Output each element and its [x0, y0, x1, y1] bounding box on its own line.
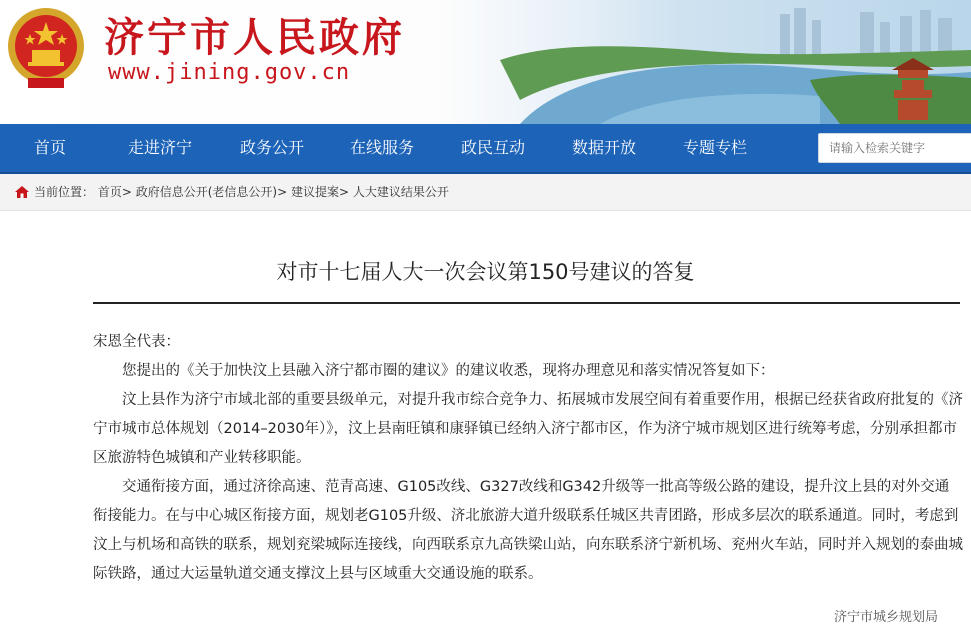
article-paragraph: 汶上县作为济宁市域北部的重要县级单元，对提升我市综合竞争力、拓展城市发展空间有着重要作用，根据已经获省政府批复的《济宁市城市总体规划（2014–2030年）》，汶上县南旺镇和康驿镇已经纳入济宁都市区，作为济宁城市规划区进行统筹考虑，分别承担都市区旅游特色城镇和产业转移职能。 [93, 392, 963, 466]
breadcrumb-trail: 当前位置： 首页> 政府信息公开(老信息公开)> 建议提案> 人大建议结果公开 [34, 185, 449, 199]
source-watermark: 济宁市城乡规划局 [834, 610, 939, 625]
nav-item-home[interactable]: 首页 [34, 138, 67, 157]
nav-item-gov-affairs[interactable]: 政务公开 [240, 138, 305, 157]
title-divider [93, 302, 960, 304]
breadcrumb-link-home[interactable]: 首页 [97, 185, 122, 199]
article-title: 对市十七届人大一次会议第150号建议的答复 [276, 260, 695, 284]
article-paragraph: 您提出的《关于加快汶上县融入济宁都市圈的建议》的建议收悉，现将办理意见和落实情况答复如下： [122, 363, 775, 379]
nav-item-online-service[interactable]: 在线服务 [350, 138, 415, 157]
header-banner [0, 0, 971, 124]
search-input[interactable] [819, 134, 971, 162]
national-emblem-icon [6, 4, 86, 94]
breadcrumb-label: 当前位置： [34, 185, 95, 199]
city-scenery-image [480, 0, 971, 124]
search-box [818, 133, 971, 163]
breadcrumb-link-info-disclosure[interactable]: 政府信息公开(老信息公开) [135, 185, 278, 199]
salutation: 宋恩全代表： [93, 334, 180, 350]
nav-item-topics[interactable]: 专题专栏 [683, 138, 748, 157]
article-paragraph: 交通衔接方面，通过济徐高速、范青高速、G105改线、G327改线和G342升级等一批高等级公路的建设，提升汶上县的对外交通衔接能力。在与中心城区衔接方面，规划老G105升级、济北旅游大道升级联系任城区共青团路，形成多层次的联系通道。同时，考虑到汶上与机场和高铁的联系，规划兖梁城际连接线，向西联系京九高铁梁山站，向东联系济宁新机场、兖州火车站，同时并入规划的泰曲城际铁路，通过大运量轨道交通支撑汶上县与区域重大交通设施的联系。 [93, 479, 963, 582]
nav-item-about[interactable]: 走进济宁 [128, 138, 193, 157]
breadcrumb-link-proposals[interactable]: 建议提案 [290, 185, 339, 199]
nav-item-open-data[interactable]: 数据开放 [572, 138, 637, 157]
home-icon [14, 184, 30, 200]
site-url: www.jining.gov.cn [108, 60, 351, 85]
site-title: 济宁市人民政府 [104, 15, 405, 61]
breadcrumb [0, 174, 971, 211]
nav-item-interaction[interactable]: 政民互动 [461, 138, 526, 157]
breadcrumb-link-npc-results[interactable]: 人大建议结果公开 [352, 185, 449, 199]
